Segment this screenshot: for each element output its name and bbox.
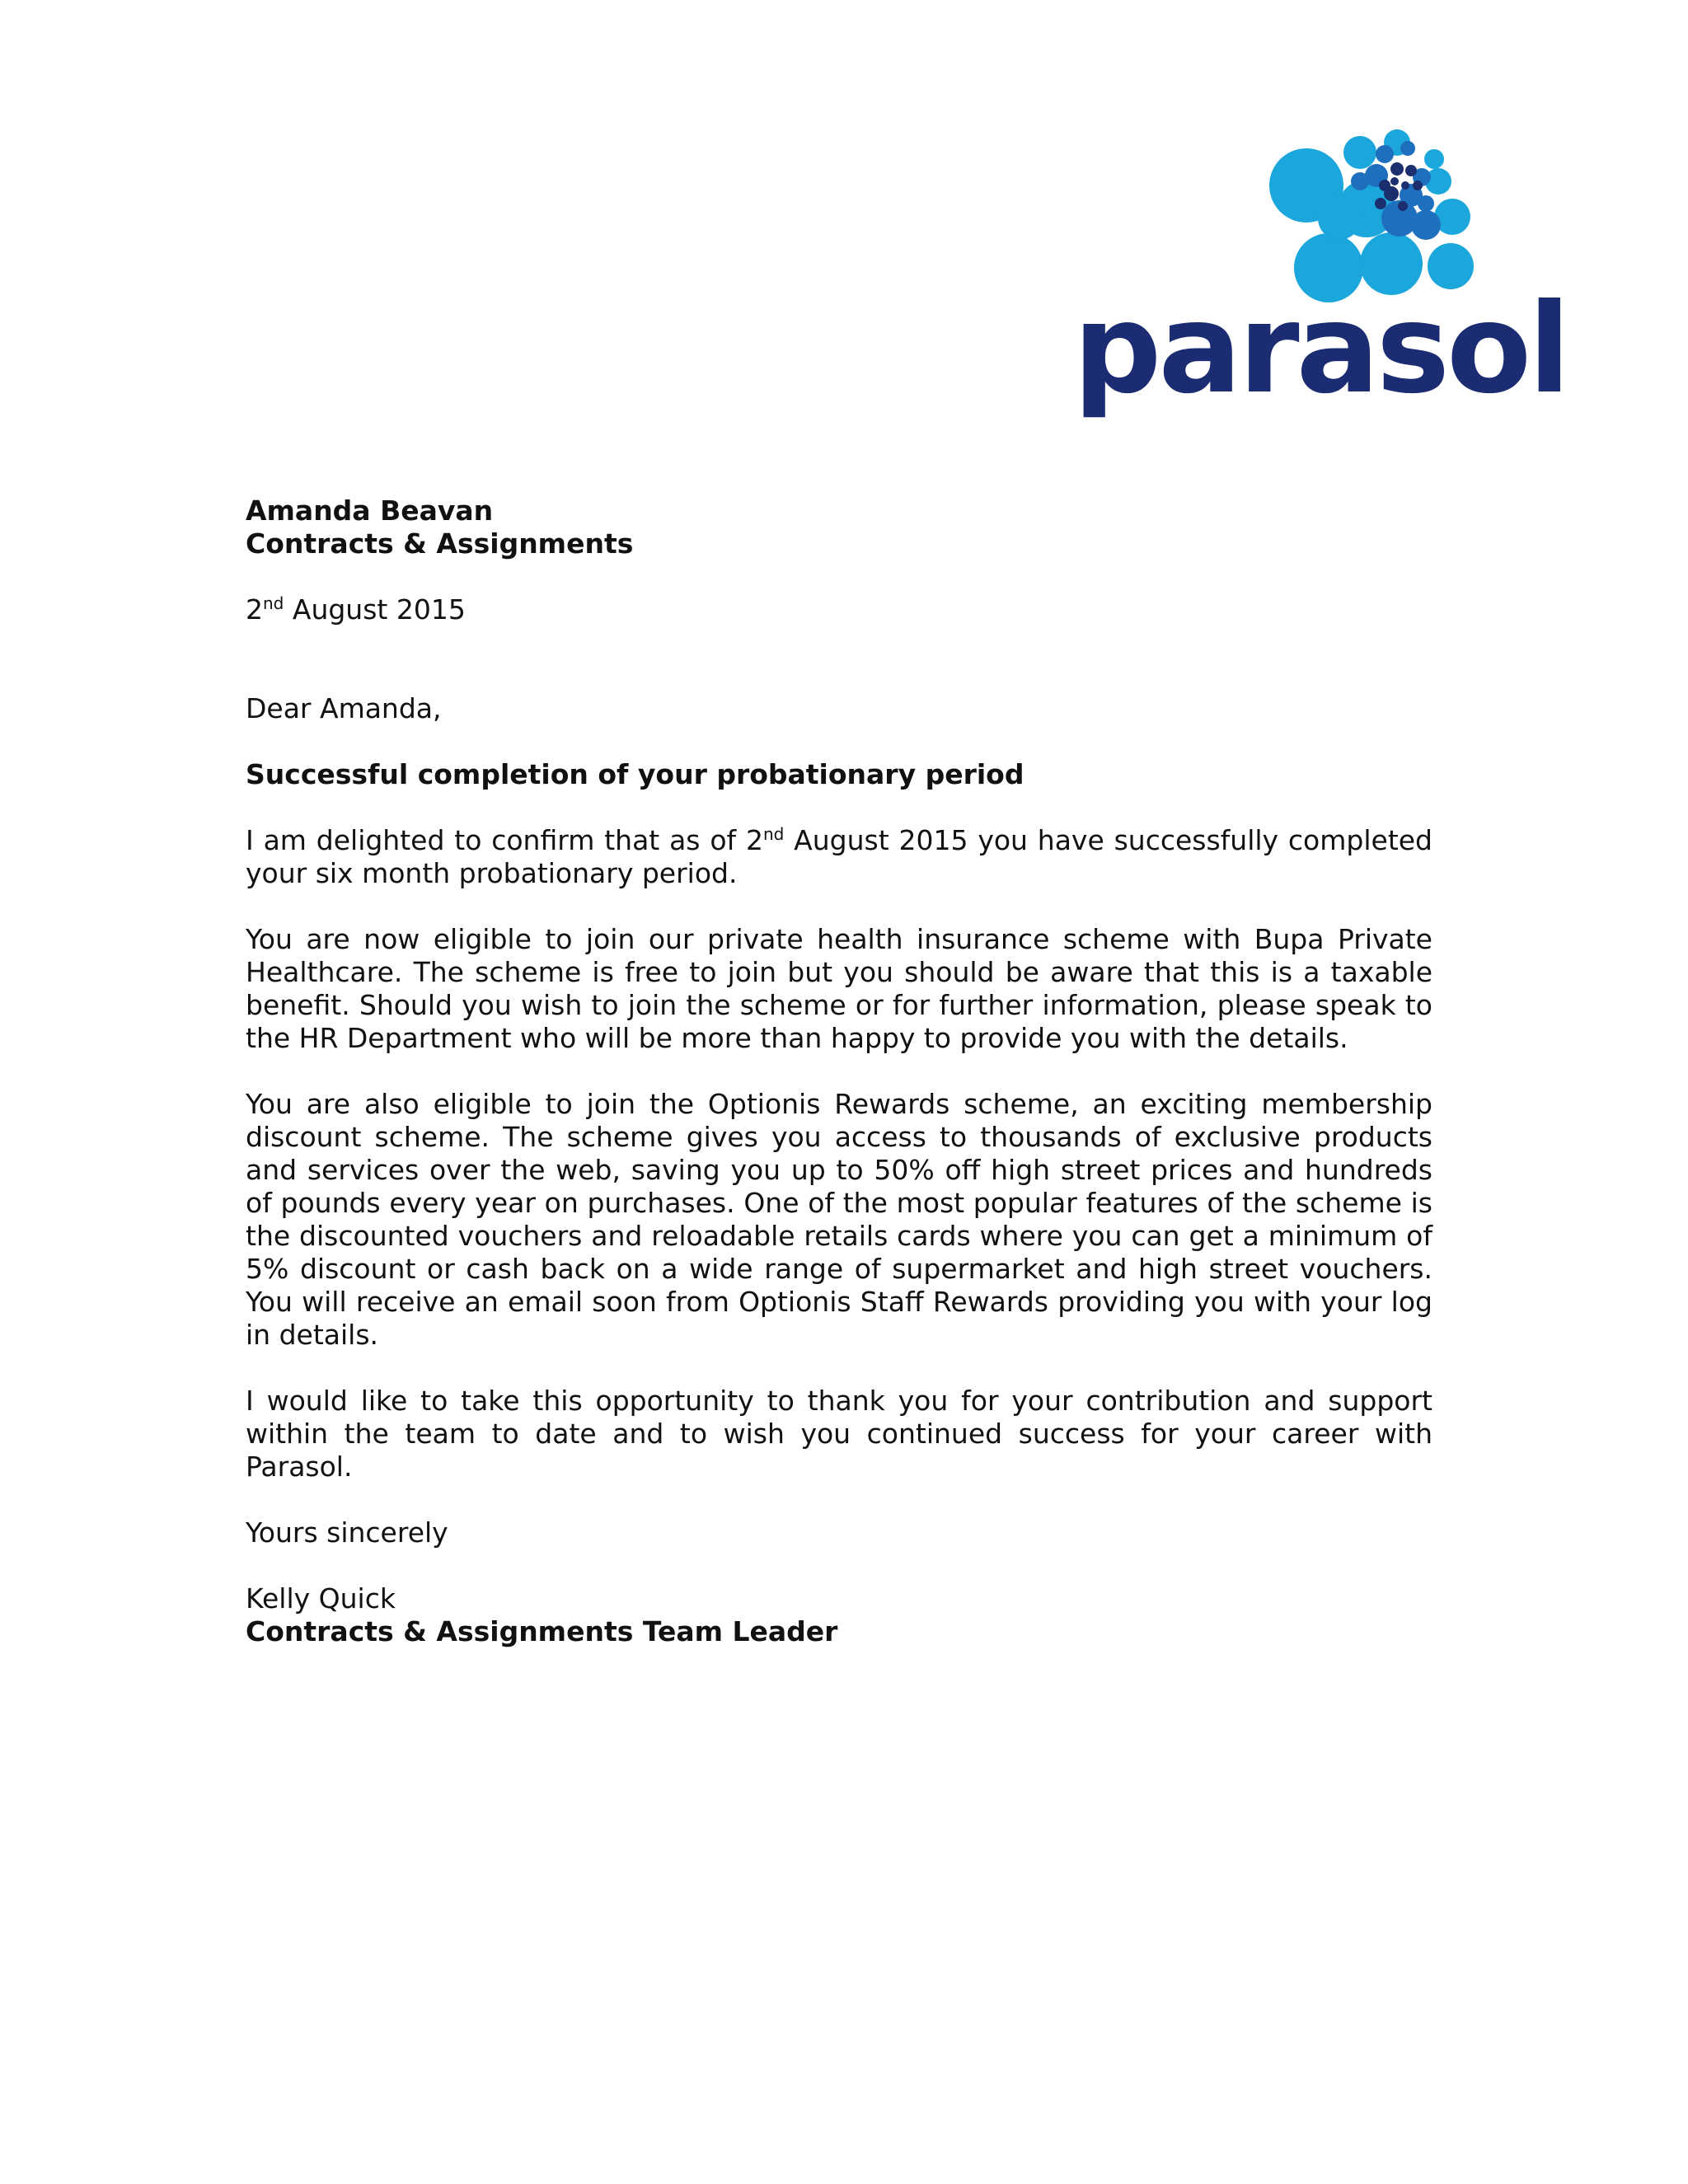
closing: Yours sincerely: [246, 1516, 448, 1549]
parasol-wordmark: [1071, 278, 1568, 433]
logo-dot: [1424, 149, 1444, 169]
recipient-department: Contracts & Assignments: [246, 527, 634, 560]
paragraph-rewards: You are also eligible to join the Optionis Rewards scheme, an exciting membership discount scheme. The scheme gives you access to thousands of exclusive products and services over the web, saving you up to 50% off high street prices and hundreds of pounds every year on purchases. One of the most popular features of the scheme is the discounted vouchers and reloadable retails cards where you can get a minimum of 5% discount or cash back on a wide range of supermarket and high street vouchers. You will receive an email soon from Optionis Staff Rewards providing you with your log in details.: [246, 1088, 1432, 1351]
logo-dot: [1401, 181, 1409, 190]
letter-date: 2nd August 2015: [246, 593, 466, 626]
logo-dot: [1375, 198, 1386, 209]
logo-dot: [1413, 180, 1423, 190]
letter-body: [246, 494, 1432, 1648]
parasol-logo: [1071, 128, 1568, 424]
logo-dot: [1318, 197, 1361, 240]
signature-title: Contracts & Assignments Team Leader: [246, 1615, 838, 1647]
logo-dot: [1351, 172, 1369, 190]
logo-dot: [1343, 136, 1376, 169]
logo-dot: [1390, 177, 1399, 185]
logo-dot: [1411, 210, 1441, 240]
logo-dot: [1418, 195, 1434, 212]
paragraph-thanks: I would like to take this opportunity to thank you for your contribution and support within the team to date and to wish you continued success for your career with Parasol.: [246, 1385, 1432, 1483]
logo-dot: [1390, 162, 1404, 176]
paragraph-probation: I am delighted to confirm that as of 2nd August 2015 you have successfully completed your six month probationary period.: [246, 824, 1433, 889]
paragraph-health-insurance: You are now eligible to join our private health insurance scheme with Bupa Private Healthcare. The scheme is free to join but you should be aware that this is a taxable benefit. Should you wish to join the scheme or for further information, please speak to the HR Department who will be more than happy to provide you with the details.: [246, 923, 1432, 1054]
logo-dot: [1400, 141, 1415, 156]
logo-wordmark-text: parasol: [1073, 278, 1568, 421]
logo-dot: [1398, 201, 1408, 211]
salutation: Dear Amanda,: [246, 692, 442, 724]
logo-dot: [1376, 145, 1394, 163]
letter-subject: Successful completion of your probationary period: [246, 758, 1025, 790]
recipient-name: Amanda Beavan: [246, 494, 494, 527]
logo-dot: [1405, 165, 1417, 176]
logo-dot: [1379, 180, 1390, 191]
signature-name: Kelly Quick: [246, 1582, 396, 1615]
